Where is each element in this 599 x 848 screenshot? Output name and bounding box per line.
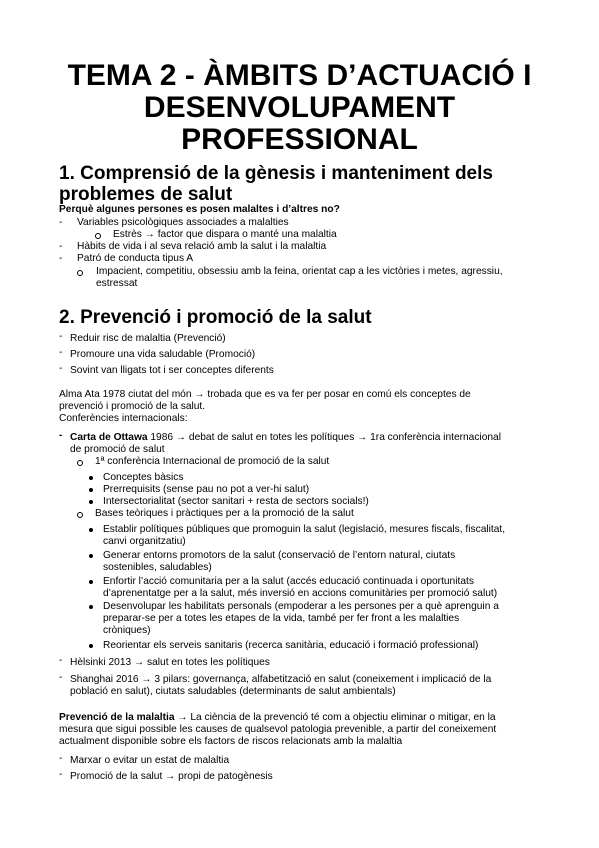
list-item: Promoció de la salut → propi de patogènesis xyxy=(70,771,273,782)
list-item-continuation: de promoció de salut xyxy=(70,444,165,455)
list-item: Reorientar els serveis sanitaris (recerca sanitària, educació i formació professional) xyxy=(103,640,479,651)
dot-bullet-icon xyxy=(89,500,93,504)
list-item-continuation: població en salut), ciutats saludables (determinants de salut ambientals) xyxy=(70,686,396,697)
dash-bullet-icon: - xyxy=(59,331,63,342)
heading-line: 1. Comprensió de la gènesis i manteniment dels xyxy=(59,163,493,184)
bold-term: Prevenció de la malaltia xyxy=(59,712,175,723)
dash-bullet-icon: - xyxy=(59,655,63,666)
list-item-text: 1986 → debat de salut en totes les polítiques → 1ra conferència internacional xyxy=(147,432,501,443)
dash-bullet-icon: - xyxy=(59,241,63,252)
dash-bullet-icon: - xyxy=(59,363,63,374)
dash-bullet-icon: - xyxy=(59,217,63,228)
dot-bullet-icon xyxy=(89,605,93,609)
dot-bullet-icon xyxy=(89,476,93,480)
document-title xyxy=(40,60,559,156)
dash-bullet-icon: - xyxy=(59,347,63,358)
dot-bullet-icon xyxy=(89,644,93,648)
section-1-question: Perquè algunes persones es posen malaltes i d’altres no? xyxy=(59,204,340,215)
list-item: Enfortir l’acció comunitaria per a la salut (accés educació continuada i oportunitats xyxy=(103,576,474,587)
paragraph-line: Conferències internacionals: xyxy=(59,413,188,424)
circle-bullet-icon xyxy=(95,233,101,239)
section-2-heading: 2. Prevenció i promoció de la salut xyxy=(59,307,372,328)
paragraph-line: mesura que sigui possible les causes de qualsevol patologia prevenible, a partir del coneixement xyxy=(59,724,497,735)
list-item: Desenvolupar les habilitats personals (empoderar a les persones per a què aprenguin a xyxy=(103,601,499,612)
paragraph-line: Alma Ata 1978 ciutat del món → trobada que es va fer per posar en comú els conceptes de xyxy=(59,389,471,400)
dash-bullet-icon: - xyxy=(59,430,63,441)
list-item: Shanghai 2016 → 3 pilars: governança, alfabetització en salut (coneixement i implicació de la xyxy=(70,674,492,685)
paragraph-line xyxy=(59,712,496,724)
list-item: Prerrequisits (sense pau no pot a ver-hi salut) xyxy=(103,484,310,495)
list-item-continuation: d’aprenentatge per a la salut, més inversió en accions comunitàries per promoció salut) xyxy=(103,588,498,599)
list-item: Reduir risc de malaltia (Prevenció) xyxy=(70,333,226,344)
list-item: 1ª conferència Internacional de promoció de la salut xyxy=(95,456,330,467)
dot-bullet-icon xyxy=(89,580,93,584)
list-item: Conceptes bàsics xyxy=(103,472,184,483)
paragraph-text: → La ciència de la prevenció té com a objectiu eliminar o mitigar, en la xyxy=(174,712,496,723)
list-item: Sovint van lligats tot i ser conceptes diferents xyxy=(70,365,274,376)
list-item-continuation: preparar-se per a totes les etapes de la vida, també per fer front a les malalties xyxy=(103,613,460,624)
dot-bullet-icon xyxy=(89,554,93,558)
list-item xyxy=(70,432,501,444)
list-item-continuation: canvi organitzatiu) xyxy=(103,536,186,547)
dash-bullet-icon: - xyxy=(59,672,63,683)
circle-bullet-icon xyxy=(77,512,83,518)
title-line: PROFESSIONAL xyxy=(181,123,418,156)
list-item: Intersectorialitat (sector sanitari + resta de sectors socials!) xyxy=(103,496,369,507)
list-item: Generar entorns promotors de la salut (conservació de l’entorn natural, ciutats xyxy=(103,550,456,561)
list-item: Hàbits de vida i al seva relació amb la salut i la malaltia xyxy=(77,241,327,252)
list-item: Patró de conducta tipus A xyxy=(77,253,194,264)
list-item: Variables psicològiques associades a malalties xyxy=(77,217,289,228)
list-item: Impacient, competitiu, obsessiu amb la feina, orientat cap a les victòries i metes, agressiu, xyxy=(96,266,503,277)
paragraph-line: prevenció i promoció de la salut. xyxy=(59,401,206,412)
circle-bullet-icon xyxy=(77,270,83,276)
list-item: Promoure una vida saludable (Promoció) xyxy=(70,349,256,360)
title-line: TEMA 2 - ÀMBITS D’ACTUACIÓ I xyxy=(67,59,532,92)
list-item-continuation: estressat xyxy=(96,278,138,289)
heading-line: problemes de salut xyxy=(59,184,233,205)
list-item: Marxar o evitar un estat de malaltia xyxy=(70,755,230,766)
list-item: Hèlsinki 2013 → salut en totes les polítiques xyxy=(70,657,270,668)
title-line: DESENVOLUPAMENT xyxy=(143,91,456,124)
paragraph-line: actualment disponible sobre els factors de riscos relacionats amb la malaltia xyxy=(59,736,403,747)
bold-term: Carta de Ottawa xyxy=(70,432,148,443)
dash-bullet-icon: - xyxy=(59,753,63,764)
dash-bullet-icon: - xyxy=(59,253,63,264)
list-item: Establir polítiques públiques que promoguin la salut (legislació, mesures fiscals, fiscalitat, xyxy=(103,524,506,535)
dot-bullet-icon xyxy=(89,488,93,492)
section-1-heading xyxy=(59,163,559,205)
circle-bullet-icon xyxy=(77,460,83,466)
list-item: Estrès → factor que dispara o manté una malaltia xyxy=(113,229,337,240)
list-item: Bases teòriques i pràctiques per a la promoció de la salut xyxy=(95,508,354,519)
dot-bullet-icon xyxy=(89,528,93,532)
dash-bullet-icon: - xyxy=(59,769,63,780)
list-item-continuation: sostenibles, saludables) xyxy=(103,562,212,573)
list-item-continuation: cròniques) xyxy=(103,625,151,636)
